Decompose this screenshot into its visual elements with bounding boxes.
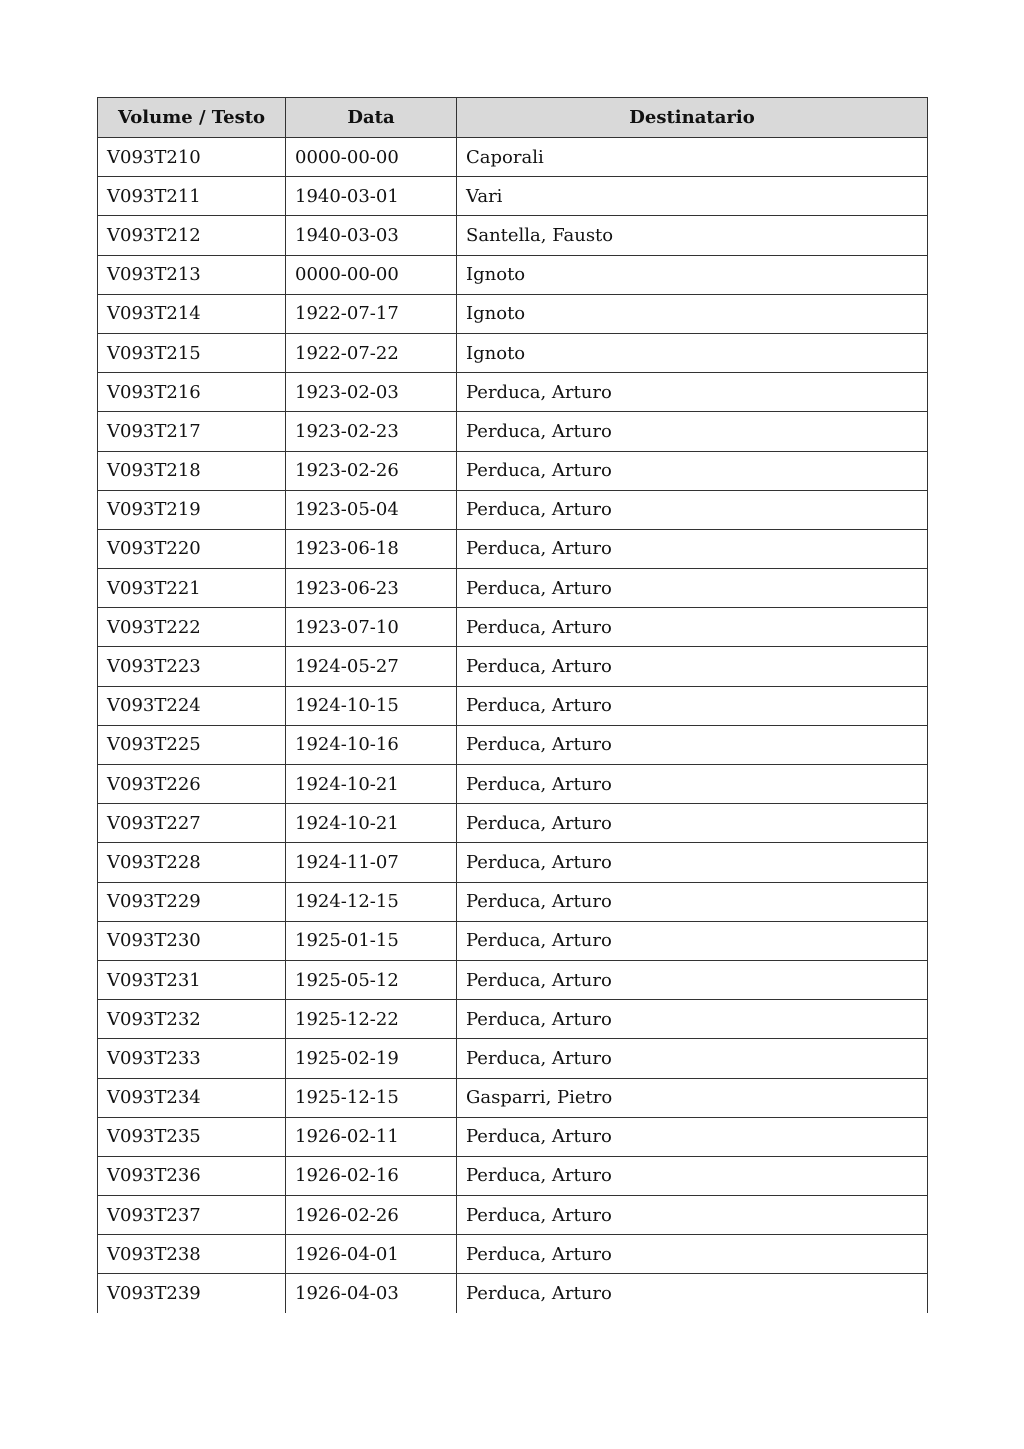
cell-destinatario: Perduca, Arturo [457,608,928,647]
table-row [98,294,928,333]
cell-destinatario: Perduca, Arturo [457,843,928,882]
document-table [97,97,928,1313]
cell-volume-testo: V093T239 [98,1274,286,1313]
cell-volume-testo: V093T222 [98,608,286,647]
cell-data: 1925-12-22 [286,1000,457,1039]
cell-destinatario: Perduca, Arturo [457,373,928,412]
cell-data: 0000-00-00 [286,255,457,294]
cell-destinatario: Perduca, Arturo [457,490,928,529]
cell-data: 1922-07-22 [286,333,457,372]
cell-destinatario: Perduca, Arturo [457,765,928,804]
cell-volume-testo: V093T232 [98,1000,286,1039]
cell-data: 1926-02-26 [286,1196,457,1235]
table-row [98,608,928,647]
cell-volume-testo: V093T227 [98,804,286,843]
cell-destinatario: Perduca, Arturo [457,921,928,960]
cell-data: 1923-06-23 [286,569,457,608]
cell-destinatario: Perduca, Arturo [457,1000,928,1039]
cell-destinatario: Perduca, Arturo [457,960,928,999]
cell-destinatario: Perduca, Arturo [457,1196,928,1235]
table-header [98,98,928,138]
table-row [98,373,928,412]
cell-data: 1925-05-12 [286,960,457,999]
table-row [98,765,928,804]
header-destinatario: Destinatario [457,98,928,138]
table-row [98,804,928,843]
cell-volume-testo: V093T223 [98,647,286,686]
cell-destinatario: Perduca, Arturo [457,1235,928,1274]
cell-destinatario: Perduca, Arturo [457,1039,928,1078]
cell-data: 1923-07-10 [286,608,457,647]
cell-volume-testo: V093T210 [98,138,286,177]
table-row [98,138,928,177]
cell-volume-testo: V093T212 [98,216,286,255]
cell-data: 1924-10-15 [286,686,457,725]
table-row [98,725,928,764]
table-row [98,412,928,451]
cell-volume-testo: V093T224 [98,686,286,725]
cell-destinatario: Caporali [457,138,928,177]
cell-volume-testo: V093T213 [98,255,286,294]
cell-data: 1926-02-11 [286,1117,457,1156]
table-row [98,333,928,372]
table-row [98,647,928,686]
cell-data: 1925-02-19 [286,1039,457,1078]
cell-data: 0000-00-00 [286,138,457,177]
table-row [98,1156,928,1195]
cell-volume-testo: V093T230 [98,921,286,960]
cell-data: 1923-02-03 [286,373,457,412]
cell-data: 1926-04-03 [286,1274,457,1313]
cell-volume-testo: V093T218 [98,451,286,490]
cell-volume-testo: V093T231 [98,960,286,999]
cell-data: 1926-04-01 [286,1235,457,1274]
table-row [98,1196,928,1235]
table-row [98,529,928,568]
cell-volume-testo: V093T216 [98,373,286,412]
cell-volume-testo: V093T229 [98,882,286,921]
cell-data: 1923-02-26 [286,451,457,490]
cell-data: 1925-12-15 [286,1078,457,1117]
cell-destinatario: Ignoto [457,333,928,372]
cell-volume-testo: V093T234 [98,1078,286,1117]
cell-destinatario: Perduca, Arturo [457,882,928,921]
cell-data: 1924-12-15 [286,882,457,921]
table-row [98,843,928,882]
table-row [98,921,928,960]
cell-data: 1923-06-18 [286,529,457,568]
cell-volume-testo: V093T237 [98,1196,286,1235]
cell-data: 1924-05-27 [286,647,457,686]
cell-data: 1940-03-03 [286,216,457,255]
header-row [98,98,928,138]
cell-volume-testo: V093T235 [98,1117,286,1156]
header-data: Data [286,98,457,138]
cell-volume-testo: V093T220 [98,529,286,568]
header-volume-testo: Volume / Testo [98,98,286,138]
cell-destinatario: Perduca, Arturo [457,412,928,451]
table-row [98,686,928,725]
cell-volume-testo: V093T238 [98,1235,286,1274]
cell-data: 1926-02-16 [286,1156,457,1195]
cell-volume-testo: V093T221 [98,569,286,608]
table-row [98,1274,928,1313]
cell-destinatario: Perduca, Arturo [457,725,928,764]
cell-destinatario: Perduca, Arturo [457,529,928,568]
cell-destinatario: Perduca, Arturo [457,1117,928,1156]
cell-volume-testo: V093T226 [98,765,286,804]
table-row [98,1000,928,1039]
table-row [98,882,928,921]
table-row [98,255,928,294]
cell-destinatario: Perduca, Arturo [457,804,928,843]
cell-data: 1924-10-16 [286,725,457,764]
cell-volume-testo: V093T217 [98,412,286,451]
table-row [98,960,928,999]
cell-data: 1924-10-21 [286,765,457,804]
table-row [98,569,928,608]
cell-destinatario: Gasparri, Pietro [457,1078,928,1117]
cell-volume-testo: V093T215 [98,333,286,372]
cell-destinatario: Perduca, Arturo [457,1156,928,1195]
cell-data: 1923-02-23 [286,412,457,451]
cell-volume-testo: V093T233 [98,1039,286,1078]
cell-destinatario: Ignoto [457,255,928,294]
table-row [98,1078,928,1117]
cell-volume-testo: V093T228 [98,843,286,882]
cell-destinatario: Perduca, Arturo [457,569,928,608]
cell-volume-testo: V093T225 [98,725,286,764]
table-row [98,1039,928,1078]
table-row [98,216,928,255]
cell-volume-testo: V093T214 [98,294,286,333]
cell-volume-testo: V093T211 [98,177,286,216]
cell-destinatario: Vari [457,177,928,216]
table-row [98,1117,928,1156]
table-body [98,138,928,1314]
cell-destinatario: Santella, Fausto [457,216,928,255]
cell-destinatario: Perduca, Arturo [457,647,928,686]
cell-data: 1924-10-21 [286,804,457,843]
cell-destinatario: Perduca, Arturo [457,686,928,725]
table-row [98,177,928,216]
cell-destinatario: Perduca, Arturo [457,1274,928,1313]
cell-data: 1925-01-15 [286,921,457,960]
table-row [98,1235,928,1274]
cell-volume-testo: V093T219 [98,490,286,529]
cell-destinatario: Perduca, Arturo [457,451,928,490]
cell-data: 1923-05-04 [286,490,457,529]
cell-destinatario: Ignoto [457,294,928,333]
cell-volume-testo: V093T236 [98,1156,286,1195]
cell-data: 1940-03-01 [286,177,457,216]
table-row [98,451,928,490]
cell-data: 1922-07-17 [286,294,457,333]
table-row [98,490,928,529]
cell-data: 1924-11-07 [286,843,457,882]
